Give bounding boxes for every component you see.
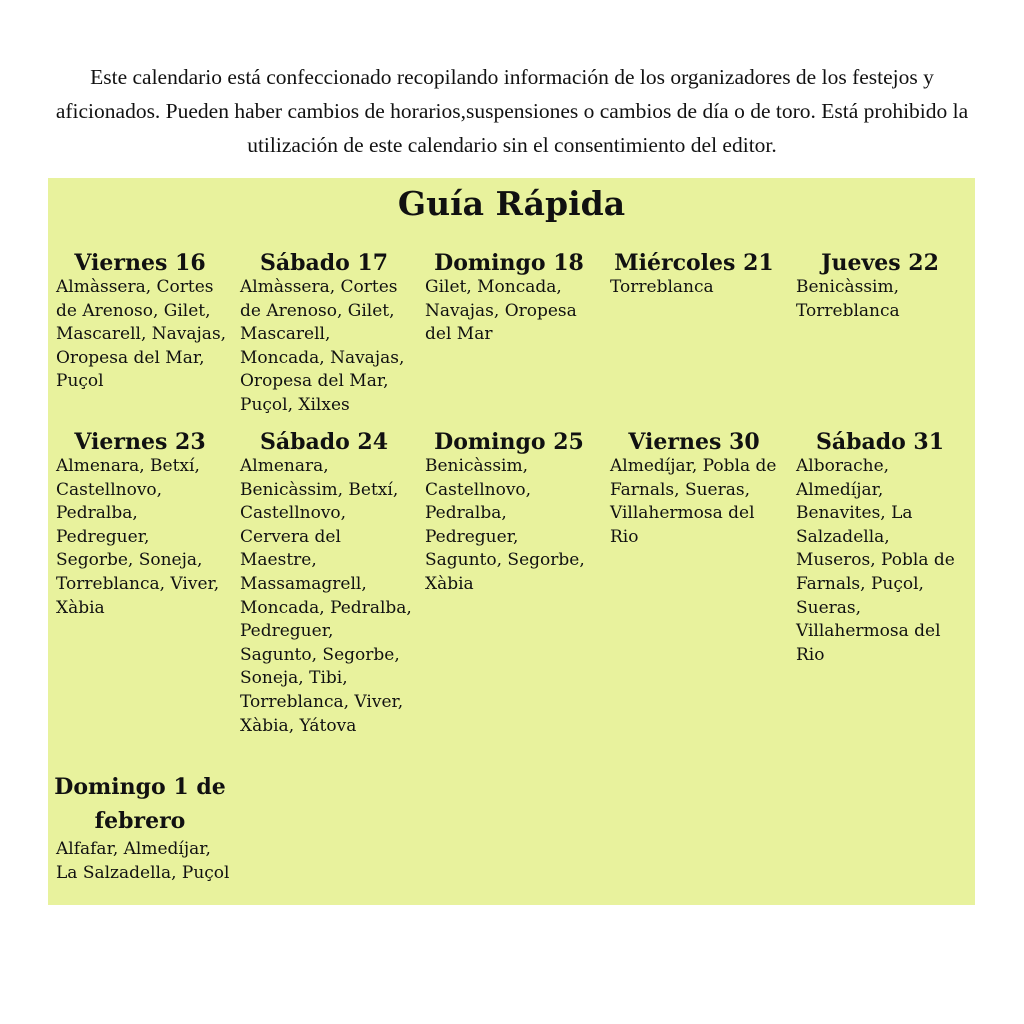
quick-guide-panel [48, 178, 975, 905]
day-viernes-16 [50, 250, 230, 394]
day-sabado-17 [234, 250, 414, 418]
day-header: Domingo 1 de febrero [54, 774, 226, 834]
day-header: Miércoles 21 [614, 250, 774, 276]
day-places: Almenara, Benicàssim, Betxí, Castellnovo, Cervera del Maestre, Massamagrell, Moncada, Pedralba, Pedreguer, Sagunto, Segorbe, Soneja, Tibi, Torreblanca, Viver, Xàbia, Yátova [240, 456, 412, 736]
day-domingo-1-febrero [50, 776, 230, 885]
day-header: Domingo 25 [434, 429, 584, 455]
day-header: Viernes 30 [628, 429, 760, 455]
day-jueves-22 [790, 250, 970, 323]
day-places: Alborache, Almedíjar, Benavites, La Salzadella, Museros, Pobla de Farnals, Puçol, Sueras, Villahermosa del Rio [796, 456, 955, 665]
day-domingo-25 [419, 429, 599, 597]
disclaimer-text: Este calendario está confeccionado recopilando información de los organizadores de los festejos y aficionados. Pueden haber cambios de horarios,suspensiones o cambios de día o de toro. Está prohibido la utilización de este calendario sin el consentimiento del editor. [55, 65, 969, 157]
day-header: Sábado 31 [815, 429, 945, 455]
day-sabado-31 [790, 429, 970, 667]
day-places: Benicàssim, Torreblanca [796, 277, 900, 321]
day-sabado-24 [234, 429, 414, 738]
day-header: Viernes 23 [74, 429, 206, 455]
day-header: Sábado 17 [259, 250, 389, 276]
day-places: Torreblanca [610, 277, 714, 297]
day-miercoles-21 [604, 250, 784, 300]
day-header: Viernes 16 [74, 250, 206, 276]
day-domingo-18 [419, 250, 599, 347]
day-places: Benicàssim, Castellnovo, Pedralba, Pedreguer, Sagunto, Segorbe, Xàbia [425, 456, 585, 594]
day-viernes-30 [604, 429, 784, 549]
day-places: Almàssera, Cortes de Arenoso, Gilet, Mascarell, Navajas, Oropesa del Mar, Puçol [56, 277, 227, 392]
day-places: Gilet, Moncada, Navajas, Oropesa del Mar [425, 277, 577, 345]
day-header: Jueves 22 [821, 250, 939, 276]
day-places: Almàssera, Cortes de Arenoso, Gilet, Mascarell, Moncada, Navajas, Oropesa del Mar, Puçol, Xilxes [240, 277, 405, 415]
day-places: Almenara, Betxí, Castellnovo, Pedralba, Pedreguer, Segorbe, Soneja, Torreblanca, Viver, Xàbia [56, 456, 220, 618]
day-places: Almedíjar, Pobla de Farnals, Sueras, Villahermosa del Rio [610, 456, 777, 547]
day-header: Domingo 18 [434, 250, 584, 276]
day-header: Sábado 24 [259, 429, 389, 455]
day-viernes-23 [50, 429, 230, 620]
day-places: Alfafar, Almedíjar, La Salzadella, Puçol [56, 839, 230, 883]
guide-title: Guía Rápida [397, 184, 626, 223]
